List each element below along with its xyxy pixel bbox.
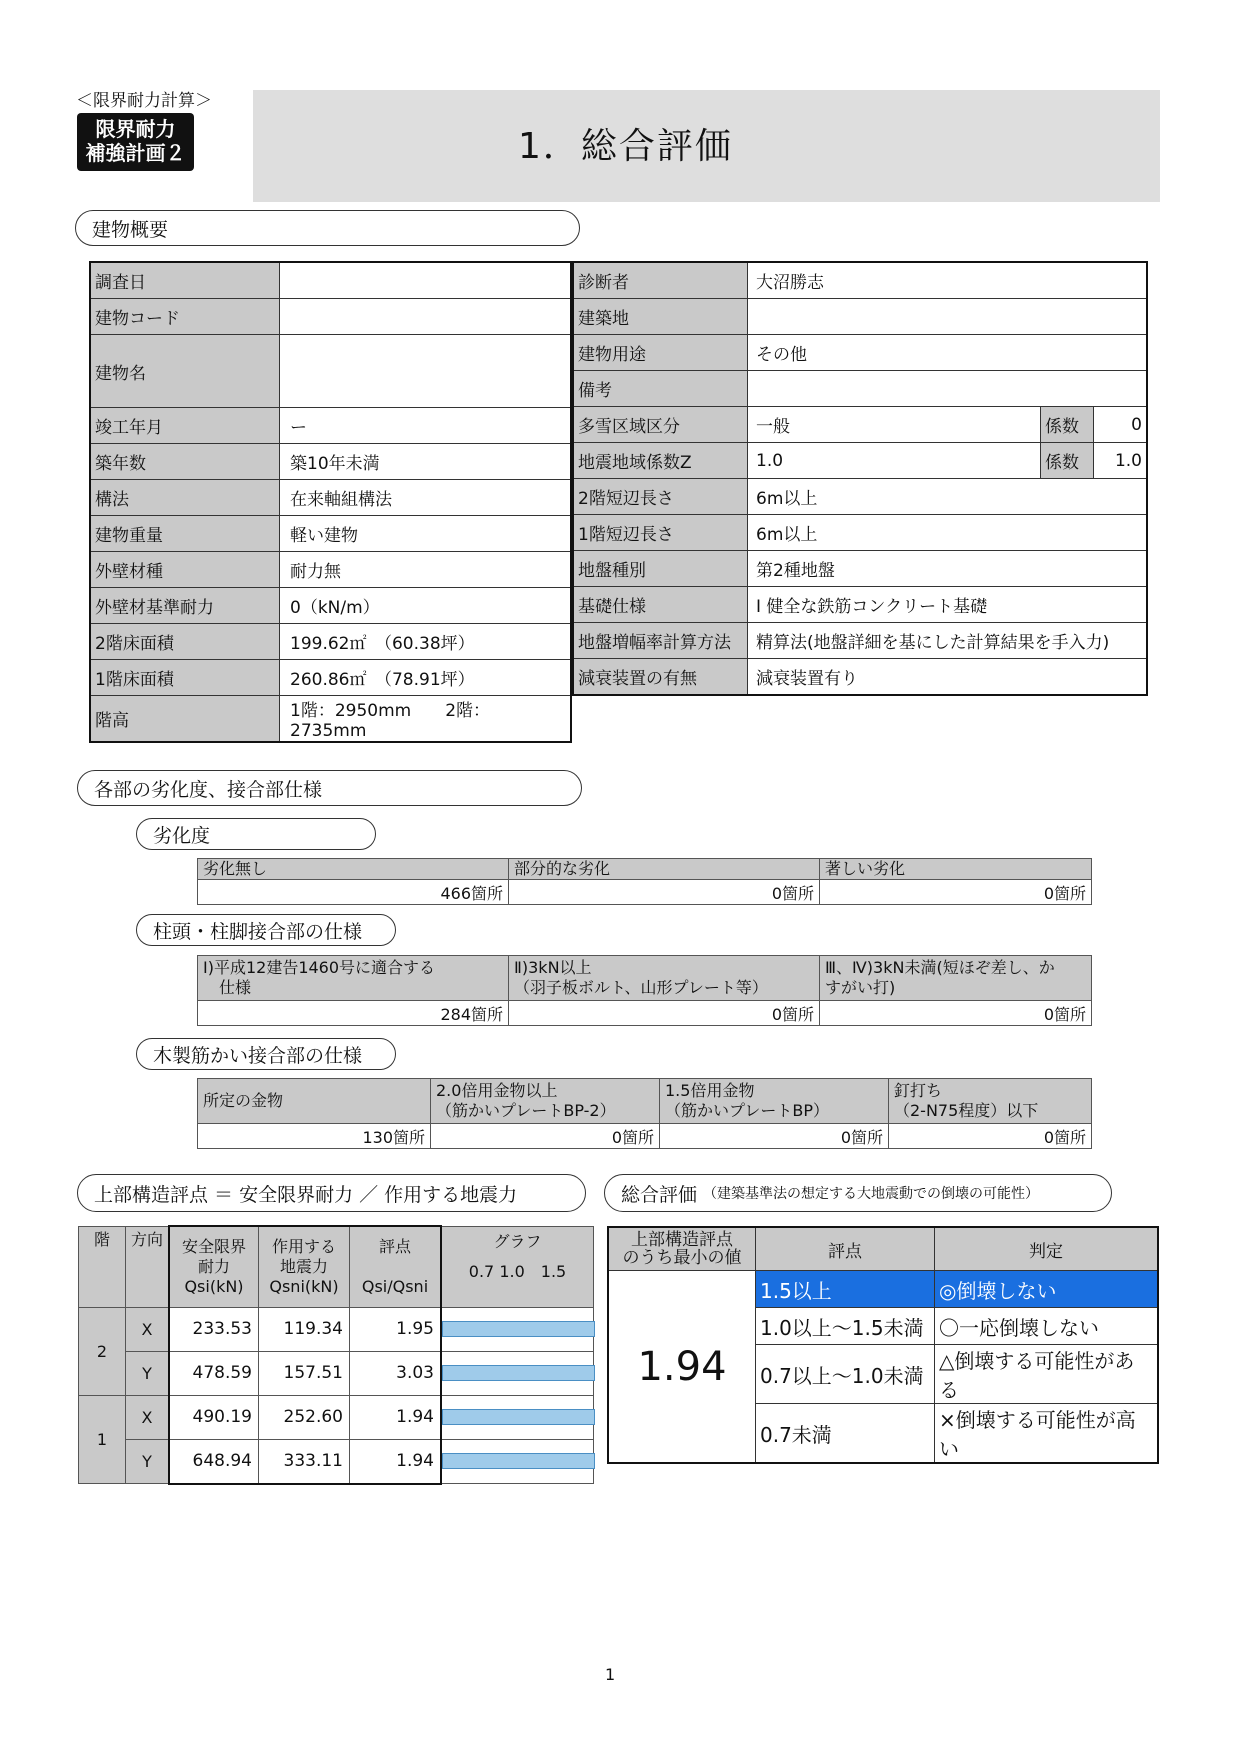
overview-row <box>90 335 571 408</box>
overview-value: 大沼勝志 <box>748 262 1148 299</box>
overview-label: 外壁材種 <box>90 552 280 588</box>
grid-value: 130箇所 <box>198 1124 431 1149</box>
overview-label: 構法 <box>90 480 280 516</box>
qsi-cell: 490.19 <box>169 1395 259 1439</box>
ratio-cell: 1.94 <box>350 1395 442 1439</box>
overview-value: 在来軸組構法 <box>280 480 572 516</box>
overview-label: 建物用途 <box>573 335 748 371</box>
overview-label: 地盤種別 <box>573 551 748 587</box>
qsi-cell: 233.53 <box>169 1307 259 1351</box>
score-header: 評点 <box>756 1227 935 1271</box>
overview-row <box>90 660 571 696</box>
overview-row <box>573 443 1147 479</box>
overview-right-table <box>572 261 1148 696</box>
overview-label: 多雪区域区分 <box>573 407 748 443</box>
overview-row <box>573 587 1147 623</box>
score-bar <box>442 1365 595 1381</box>
col-qsni: 作用する 地震力 Qsni(kN) <box>259 1226 350 1307</box>
judgement: △倒壊する可能性がある <box>935 1345 1159 1404</box>
overview-value <box>748 371 1148 407</box>
sub-brace-joints: 木製筋かい接合部の仕様 <box>136 1038 396 1070</box>
overview-value: 築10年未満 <box>280 444 572 480</box>
col-floor: 階 <box>79 1226 126 1307</box>
grid-value: 0箇所 <box>820 1001 1092 1026</box>
page-title: 1．総合評価 <box>518 126 733 167</box>
overview-value: 199.62㎡ （60.38坪） <box>280 624 572 660</box>
col-direction: 方向 <box>126 1226 170 1307</box>
overview-value: 減衰装置有り <box>748 659 1148 696</box>
deterioration-table <box>197 858 1092 905</box>
overview-label: 建物名 <box>90 335 280 408</box>
score-bar <box>442 1453 595 1469</box>
grid-value: 0箇所 <box>889 1124 1092 1149</box>
overview-row <box>90 696 571 743</box>
qsni-cell: 252.60 <box>259 1395 350 1439</box>
direction-cell: Y <box>126 1351 170 1395</box>
floor-cell: 1 <box>79 1395 126 1484</box>
page-number: 1 <box>605 1665 616 1684</box>
overview-left-table <box>89 261 572 743</box>
grid-header: 所定の金物 <box>198 1079 431 1124</box>
evaluation-row <box>608 1271 1158 1308</box>
grid-value: 0箇所 <box>820 880 1092 905</box>
overview-row <box>90 262 571 299</box>
overview-value: 6m以上 <box>748 515 1148 551</box>
badge-line1: 限界耐力 <box>95 117 176 141</box>
section-deterioration: 各部の劣化度、接合部仕様 <box>77 770 582 806</box>
overview-value: 260.86㎡ （78.91坪） <box>280 660 572 696</box>
overview-row <box>573 335 1147 371</box>
min-label: 上部構造評点 のうち最小の値 <box>608 1227 756 1271</box>
score-row <box>79 1439 594 1484</box>
qsni-cell: 157.51 <box>259 1351 350 1395</box>
overview-value: 軽い建物 <box>280 516 572 552</box>
overview-label: 備考 <box>573 371 748 407</box>
overview-row <box>90 444 571 480</box>
ratio-cell: 1.94 <box>350 1439 442 1484</box>
score-bar <box>442 1321 595 1337</box>
graph-cell <box>441 1307 594 1351</box>
badge-line2: 補強計画２ <box>85 141 186 165</box>
qsi-cell: 478.59 <box>169 1351 259 1395</box>
overview-label: 地震地域係数Z <box>573 443 748 479</box>
evaluation-title: 総合評価 <box>621 1183 698 1206</box>
overview-label: 階高 <box>90 696 280 743</box>
overview-row <box>90 408 571 444</box>
overview-label: 2階床面積 <box>90 624 280 660</box>
overview-value: 0（kN/m） <box>280 588 572 624</box>
qsni-cell: 119.34 <box>259 1307 350 1351</box>
ratio-cell: 3.03 <box>350 1351 442 1395</box>
overview-label: 建築地 <box>573 299 748 335</box>
overview-row <box>573 299 1147 335</box>
plan-badge <box>77 113 194 171</box>
qsni-cell: 333.11 <box>259 1439 350 1484</box>
score-row <box>79 1395 594 1439</box>
graph-cell <box>441 1395 594 1439</box>
min-score-value: 1.94 <box>608 1271 756 1464</box>
evaluation-note: （建築基準法の想定する大地震動での倒壊の可能性） <box>703 1186 1040 1202</box>
title-bar <box>253 90 1160 202</box>
coef-value: 1.0 <box>1094 443 1148 479</box>
overview-value: 1.0 <box>748 443 1041 479</box>
brace-joint-table <box>197 1078 1092 1149</box>
grid-value: 0箇所 <box>509 880 820 905</box>
overview-label: 竣工年月 <box>90 408 280 444</box>
grid-header: Ⅲ、Ⅳ)3kN未満(短ほぞ差し、か すがい打) <box>820 956 1092 1001</box>
overview-row <box>573 515 1147 551</box>
section-evaluation <box>604 1174 1112 1212</box>
overview-row <box>573 262 1147 299</box>
judgement: ×倒壊する可能性が高い <box>935 1404 1159 1464</box>
overview-row <box>90 480 571 516</box>
calc-type-label: ＜限界耐力計算＞ <box>76 91 212 111</box>
judgement: 〇一応倒壊しない <box>935 1308 1159 1345</box>
direction-cell: Y <box>126 1439 170 1484</box>
coef-value: 0 <box>1094 407 1148 443</box>
overview-value: ー <box>280 408 572 444</box>
overview-value <box>280 262 572 299</box>
overview-row <box>90 299 571 335</box>
overview-value: 1階：2950mm 2階：2735mm <box>280 696 572 743</box>
overview-label: 外壁材基準耐力 <box>90 588 280 624</box>
overview-value: その他 <box>748 335 1148 371</box>
graph-ticks: 0.7 1.0 1.5 <box>468 1261 567 1281</box>
sub-deterioration: 劣化度 <box>136 818 376 850</box>
score-table <box>78 1225 594 1485</box>
overview-value <box>748 299 1148 335</box>
grid-header: 2.0倍用金物以上 （筋かいプレートBP-2） <box>431 1079 660 1124</box>
graph-title: グラフ <box>493 1231 542 1251</box>
coef-label: 係数 <box>1041 407 1094 443</box>
overview-row <box>90 552 571 588</box>
col-graph <box>441 1226 594 1307</box>
overview-row <box>573 551 1147 587</box>
grid-value: 284箇所 <box>198 1001 509 1026</box>
direction-cell: X <box>126 1307 170 1351</box>
overview-row <box>573 371 1147 407</box>
grid-header: 1.5倍用金物 （筋かいプレートBP） <box>660 1079 889 1124</box>
overview-label: 診断者 <box>573 262 748 299</box>
score-row <box>79 1351 594 1395</box>
overview-label: 地盤増幅率計算方法 <box>573 623 748 659</box>
section-overview: 建物概要 <box>75 210 580 246</box>
floor-cell: 2 <box>79 1307 126 1395</box>
coef-label: 係数 <box>1041 443 1094 479</box>
ratio-cell: 1.95 <box>350 1307 442 1351</box>
overview-label: 減衰装置の有無 <box>573 659 748 696</box>
overview-value <box>280 299 572 335</box>
overview-value: Ⅰ 健全な鉄筋コンクリート基礎 <box>748 587 1148 623</box>
graph-cell <box>441 1439 594 1484</box>
col-ratio: 評点 Qsi/Qsni <box>350 1226 442 1307</box>
overview-value: 第2種地盤 <box>748 551 1148 587</box>
overview-label: 基礎仕様 <box>573 587 748 623</box>
sub-column-joints: 柱頭・柱脚接合部の仕様 <box>136 914 396 946</box>
overview-label: 調査日 <box>90 262 280 299</box>
grid-header: 劣化無し <box>198 859 509 880</box>
overview-row <box>90 588 571 624</box>
grid-header: 部分的な劣化 <box>509 859 820 880</box>
overview-row <box>573 623 1147 659</box>
grid-header: 釘打ち （2-N75程度）以下 <box>889 1079 1092 1124</box>
overview-value <box>280 335 572 408</box>
grid-value: 0箇所 <box>509 1001 820 1026</box>
evaluation-table <box>607 1226 1159 1464</box>
grid-value: 0箇所 <box>660 1124 889 1149</box>
grid-value: 466箇所 <box>198 880 509 905</box>
grid-header: 著しい劣化 <box>820 859 1092 880</box>
overview-label: 築年数 <box>90 444 280 480</box>
qsi-cell: 648.94 <box>169 1439 259 1484</box>
grid-value: 0箇所 <box>431 1124 660 1149</box>
overview-row <box>573 659 1147 696</box>
overview-value: 耐力無 <box>280 552 572 588</box>
overview-value: 6m以上 <box>748 479 1148 515</box>
overview-row <box>573 479 1147 515</box>
overview-value: 精算法(地盤詳細を基にした計算結果を手入力) <box>748 623 1148 659</box>
col-qsi: 安全限界 耐力 Qsi(kN) <box>169 1226 259 1307</box>
overview-label: 1階床面積 <box>90 660 280 696</box>
overview-label: 2階短辺長さ <box>573 479 748 515</box>
score-row <box>79 1307 594 1351</box>
score-range: 0.7以上～1.0未満 <box>756 1345 935 1404</box>
judgement: ◎倒壊しない <box>935 1271 1159 1308</box>
score-range: 0.7未満 <box>756 1404 935 1464</box>
score-bar <box>442 1409 595 1425</box>
overview-row <box>90 516 571 552</box>
column-joint-table <box>197 955 1092 1026</box>
overview-label: 建物コード <box>90 299 280 335</box>
overview-label: 建物重量 <box>90 516 280 552</box>
graph-cell <box>441 1351 594 1395</box>
grid-header: Ⅱ)3kN以上 （羽子板ボルト、山形プレート等） <box>509 956 820 1001</box>
judge-header: 判定 <box>935 1227 1159 1271</box>
score-range: 1.0以上～1.5未満 <box>756 1308 935 1345</box>
score-range: 1.5以上 <box>756 1271 935 1308</box>
overview-row <box>90 624 571 660</box>
overview-row <box>573 407 1147 443</box>
section-score: 上部構造評点 ＝ 安全限界耐力 ／ 作用する地震力 <box>77 1174 586 1212</box>
direction-cell: X <box>126 1395 170 1439</box>
overview-value: 一般 <box>748 407 1041 443</box>
grid-header: Ⅰ)平成12建告1460号に適合する 仕様 <box>198 956 509 1001</box>
overview-label: 1階短辺長さ <box>573 515 748 551</box>
